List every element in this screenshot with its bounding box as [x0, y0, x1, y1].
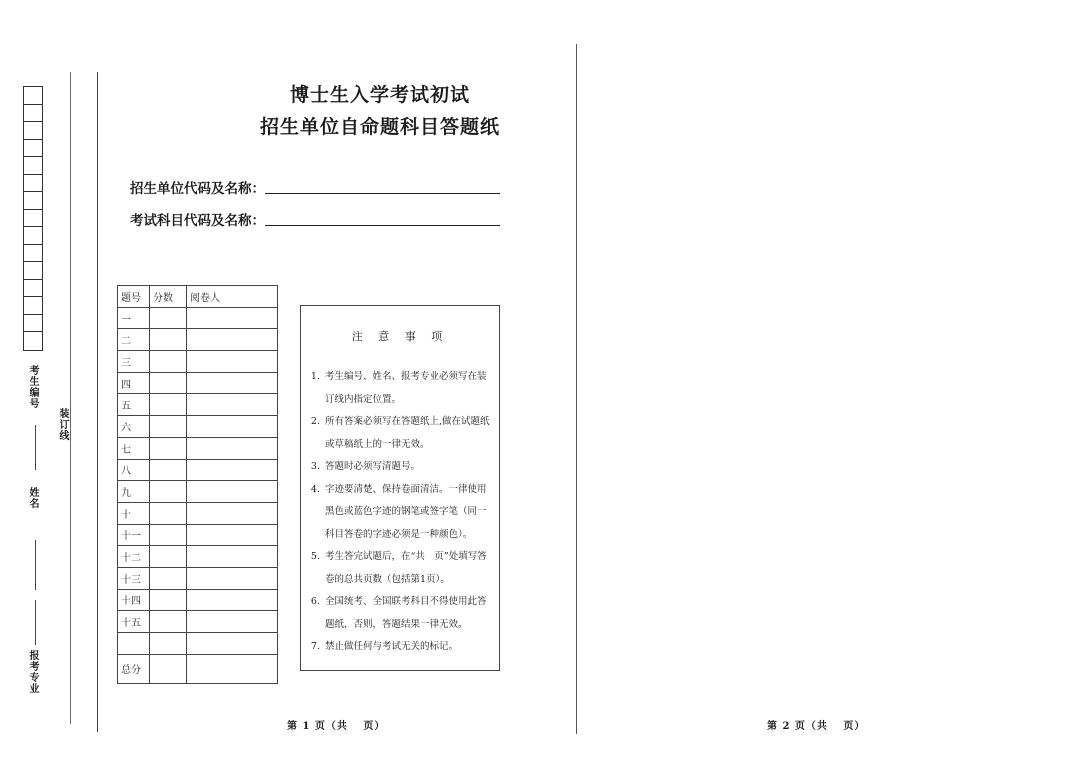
- table-row: [118, 416, 278, 438]
- score-cell[interactable]: [150, 502, 187, 524]
- question-no-cell: 五: [118, 394, 150, 416]
- score-cell[interactable]: [150, 329, 187, 351]
- grader-cell[interactable]: [187, 567, 278, 589]
- question-no-cell: 二: [118, 329, 150, 351]
- id-digit-box[interactable]: [24, 87, 42, 105]
- id-digit-box[interactable]: [24, 192, 42, 210]
- question-no-cell: 十一: [118, 524, 150, 546]
- id-digit-box[interactable]: [24, 140, 42, 158]
- grader-cell[interactable]: [187, 307, 278, 329]
- question-no-cell: 八: [118, 459, 150, 481]
- page2-number: 第 2 页（共 页）: [767, 721, 866, 732]
- table-row: [118, 633, 278, 655]
- score-cell[interactable]: [150, 481, 187, 503]
- id-digit-box[interactable]: [24, 332, 42, 350]
- question-no-cell: 十二: [118, 546, 150, 568]
- id-digit-box[interactable]: [24, 105, 42, 123]
- candidate-id-label: 考生编号: [27, 365, 38, 409]
- grader-cell[interactable]: [187, 329, 278, 351]
- binding-line-label: 装订线: [57, 408, 68, 441]
- score-cell[interactable]: [150, 633, 187, 655]
- table-row: [118, 329, 278, 351]
- table-header-row: [118, 286, 278, 308]
- header-grader: 阅卷人: [187, 286, 278, 308]
- grader-cell[interactable]: [187, 372, 278, 394]
- grader-cell[interactable]: [187, 611, 278, 633]
- header-question-no: 题号: [118, 286, 150, 308]
- notice-list: [301, 366, 499, 659]
- header-score: 分数: [150, 286, 187, 308]
- score-cell[interactable]: [150, 307, 187, 329]
- page1-number: 第 1 页（共 页）: [287, 721, 386, 732]
- id-digit-box[interactable]: [24, 262, 42, 280]
- major-write-line[interactable]: [35, 600, 36, 645]
- name-write-line-lower[interactable]: [35, 540, 36, 590]
- name-write-line[interactable]: [35, 425, 36, 470]
- subject-field-label: 考试科目代码及名称：: [130, 213, 265, 229]
- id-digit-box[interactable]: [24, 280, 42, 298]
- score-cell[interactable]: [150, 546, 187, 568]
- table-row: [118, 546, 278, 568]
- score-cell[interactable]: [150, 437, 187, 459]
- score-cell[interactable]: [150, 416, 187, 438]
- score-cell[interactable]: [150, 589, 187, 611]
- grader-cell[interactable]: [187, 416, 278, 438]
- id-digit-box[interactable]: [24, 210, 42, 228]
- score-cell[interactable]: [150, 459, 187, 481]
- question-no-cell: [118, 633, 150, 655]
- question-no-cell: 九: [118, 481, 150, 503]
- question-no-cell: 一: [118, 307, 150, 329]
- id-digit-box[interactable]: [24, 157, 42, 175]
- score-cell[interactable]: [150, 611, 187, 633]
- table-row: [118, 502, 278, 524]
- notice-title: 注 意 事 项: [351, 330, 449, 343]
- score-table: [117, 285, 278, 684]
- score-cell[interactable]: [150, 567, 187, 589]
- grader-cell[interactable]: [187, 394, 278, 416]
- table-row: [118, 567, 278, 589]
- id-digit-box[interactable]: [24, 122, 42, 140]
- total-label-cell: 总分: [118, 654, 150, 683]
- question-no-cell: 十三: [118, 567, 150, 589]
- score-cell[interactable]: [150, 394, 187, 416]
- table-row: [118, 589, 278, 611]
- candidate-id-boxes[interactable]: [23, 86, 43, 351]
- table-row: [118, 459, 278, 481]
- table-row: [118, 394, 278, 416]
- score-cell[interactable]: [150, 372, 187, 394]
- notice-item: 7. 禁止做任何与考试无关的标记。: [323, 636, 493, 659]
- table-row: [118, 351, 278, 373]
- score-cell[interactable]: [150, 524, 187, 546]
- id-digit-box[interactable]: [24, 175, 42, 193]
- grader-cell[interactable]: [187, 351, 278, 373]
- grader-cell[interactable]: [187, 437, 278, 459]
- unit-field-label: 招生单位代码及名称：: [130, 181, 265, 197]
- major-label: 报考专业: [27, 650, 38, 694]
- table-row: [118, 372, 278, 394]
- grader-cell[interactable]: [187, 502, 278, 524]
- name-label: 姓名: [27, 487, 38, 509]
- notice-item: 4. 字迹要清楚、保持卷面清洁。一律使用黑色或蓝色字迹的钢笔或签字笔（同一科目答卷的字迹必须是一种颜色）。: [323, 479, 493, 547]
- question-no-cell: 十: [118, 502, 150, 524]
- table-row: [118, 307, 278, 329]
- page-title-line1: 博士生入学考试初试: [289, 84, 470, 106]
- question-no-cell: 三: [118, 351, 150, 373]
- notice-item: 3. 答题时必须写清题号。: [323, 456, 493, 479]
- grader-cell[interactable]: [187, 481, 278, 503]
- question-no-cell: 七: [118, 437, 150, 459]
- page1-left-border: [97, 72, 98, 732]
- notice-item: 6. 全国统考、全国联考科目不得使用此答题纸，否则，答题结果一律无效。: [323, 591, 493, 636]
- total-score-cell[interactable]: [150, 654, 187, 683]
- subject-field-input[interactable]: [265, 225, 500, 226]
- question-no-cell: 十四: [118, 589, 150, 611]
- total-grader-cell[interactable]: [187, 654, 278, 683]
- table-row: [118, 611, 278, 633]
- question-no-cell: 十五: [118, 611, 150, 633]
- grader-cell[interactable]: [187, 589, 278, 611]
- notice-box: [300, 305, 500, 671]
- grader-cell[interactable]: [187, 459, 278, 481]
- table-row: [118, 524, 278, 546]
- table-row: [118, 481, 278, 503]
- page-title-line2: 招生单位自命题科目答题纸: [259, 116, 500, 138]
- grader-cell[interactable]: [187, 524, 278, 546]
- notice-item: 5. 考生答完试题后，在“共 页”处填写答卷的总共页数（包括第1页）。: [323, 546, 493, 591]
- grader-cell[interactable]: [187, 546, 278, 568]
- id-digit-box[interactable]: [24, 227, 42, 245]
- notice-item: 2. 所有答案必须写在答题纸上,做在试题纸或草稿纸上的一律无效。: [323, 411, 493, 456]
- notice-item: 1. 考生编号、姓名、报考专业必须写在装订线内指定位置。: [323, 366, 493, 411]
- question-no-cell: 六: [118, 416, 150, 438]
- id-digit-box[interactable]: [24, 315, 42, 333]
- total-row: [118, 654, 278, 683]
- table-row: [118, 437, 278, 459]
- score-cell[interactable]: [150, 351, 187, 373]
- id-digit-box[interactable]: [24, 297, 42, 315]
- grader-cell[interactable]: [187, 633, 278, 655]
- binding-line: [70, 72, 71, 724]
- id-digit-box[interactable]: [24, 245, 42, 263]
- question-no-cell: 四: [118, 372, 150, 394]
- unit-field-input[interactable]: [265, 193, 500, 194]
- page-divider: [576, 44, 577, 734]
